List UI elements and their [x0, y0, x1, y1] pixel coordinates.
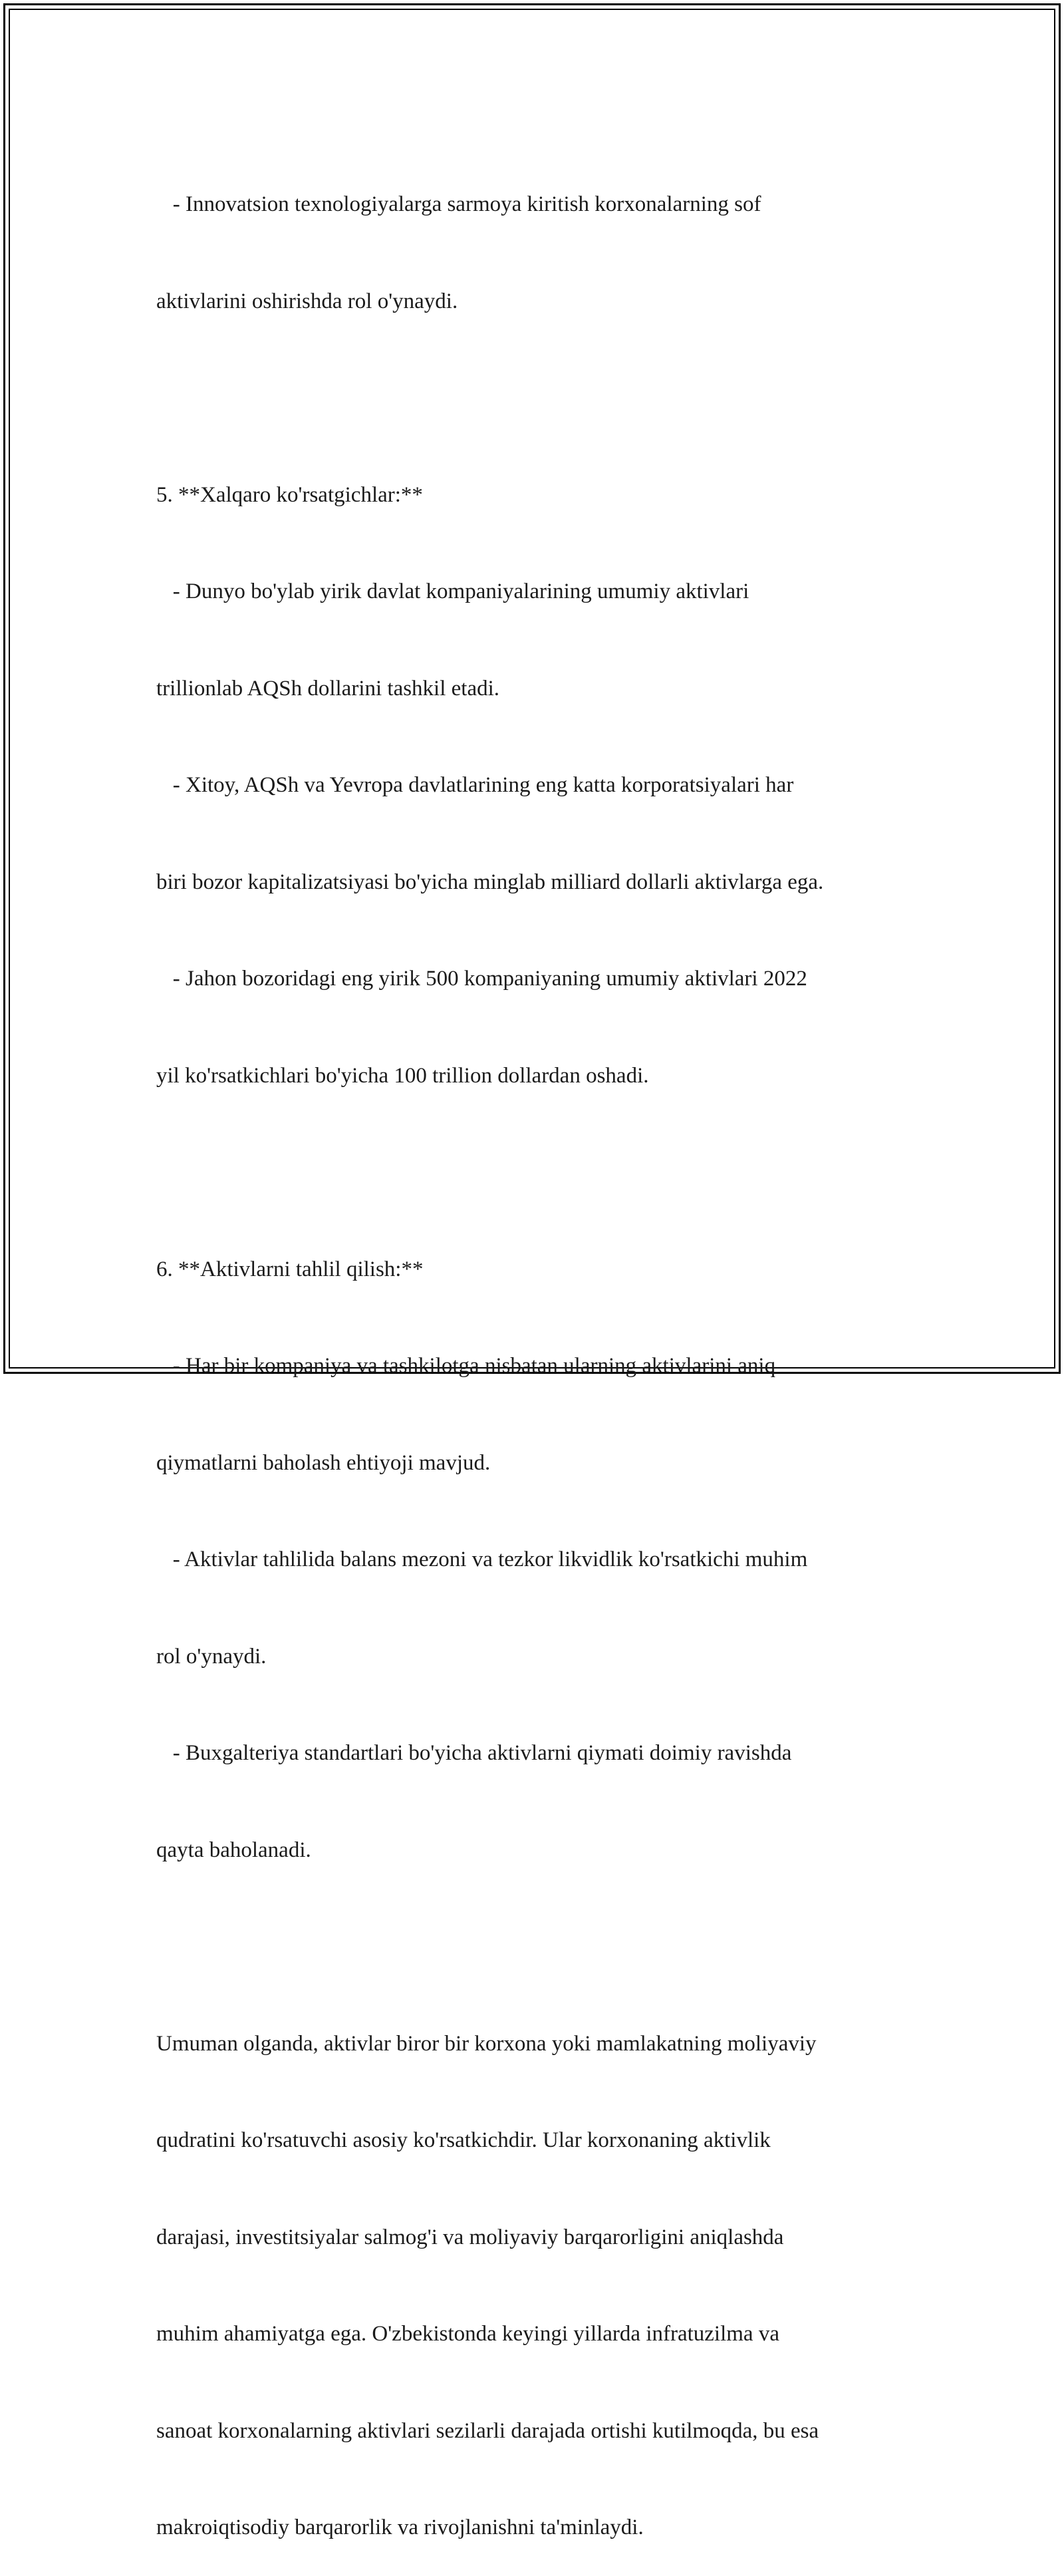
section-heading: 6. **Aktivlarni tahlil qilish:**: [156, 1257, 424, 1281]
text-line: - Dunyo bo'ylab yirik davlat kompaniyalarining umumiy aktivlari: [156, 579, 749, 603]
text-line: qudratini ko'rsatuvchi asosiy ko'rsatkichdir. Ular korxonaning aktivlik: [156, 2128, 771, 2152]
text-line: Umuman olganda, aktivlar biror bir korxona yoki mamlakatning moliyaviy: [156, 2031, 817, 2056]
section-heading: 5. **Xalqaro ko'rsatgichlar:**: [156, 482, 423, 507]
text-line: biri bozor kapitalizatsiyasi bo'yicha minglab milliard dollarli aktivlarga ega.: [156, 870, 824, 894]
text-line: trillionlab AQSh dollarini tashkil etadi.: [156, 676, 500, 701]
text-line: sanoat korxonalarning aktivlari sezilarli darajada ortishi kutilmoqda, bu esa: [156, 2418, 819, 2443]
text-line: qayta baholanadi.: [156, 1838, 311, 1862]
text-line: rol o'ynaydi.: [156, 1644, 267, 1669]
text-line: qiymatlarni baholash ehtiyoji mavjud.: [156, 1450, 491, 1475]
text-line: - Aktivlar tahlilida balans mezoni va tezkor likvidlik ko'rsatkichi muhim: [156, 1547, 808, 1571]
blank-line: [156, 382, 914, 414]
text-line: - Buxgalteriya standartlari bo'yicha aktivlarni qiymati doimiy ravishda: [156, 1741, 792, 1765]
text-line: muhim ahamiyatga ega. O'zbekistonda keyingi yillarda infratuzilma va: [156, 2322, 779, 2346]
blank-line: [156, 1156, 914, 1189]
text-line: - Jahon bozoridagi eng yirik 500 kompaniyaning umumiy aktivlari 2022: [156, 967, 807, 991]
text-line: darajasi, investitsiyalar salmog'i va moliyaviy barqarorligini aniqlashda: [156, 2225, 784, 2249]
text-line: - Xitoy, AQSh va Yevropa davlatlarining eng katta korporatsiyalari har: [156, 773, 794, 797]
text-line: - Har bir kompaniya va tashkilotga nisbatan ularning aktivlarini aniq: [156, 1354, 776, 1378]
blank-line: [156, 1931, 914, 1963]
text-line: aktivlarini oshirishda rol o'ynaydi.: [156, 289, 458, 313]
text-line: makroiqtisodiy barqarorlik va rivojlanishni ta'minlaydi.: [156, 2515, 644, 2539]
text-line: yil ko'rsatkichlari bo'yicha 100 trillion dollardan oshadi.: [156, 1063, 649, 1088]
document-body: [156, 124, 914, 2576]
text-line: - Innovatsion texnologiyalarga sarmoya kiritish korxonalarning sof: [156, 192, 761, 216]
